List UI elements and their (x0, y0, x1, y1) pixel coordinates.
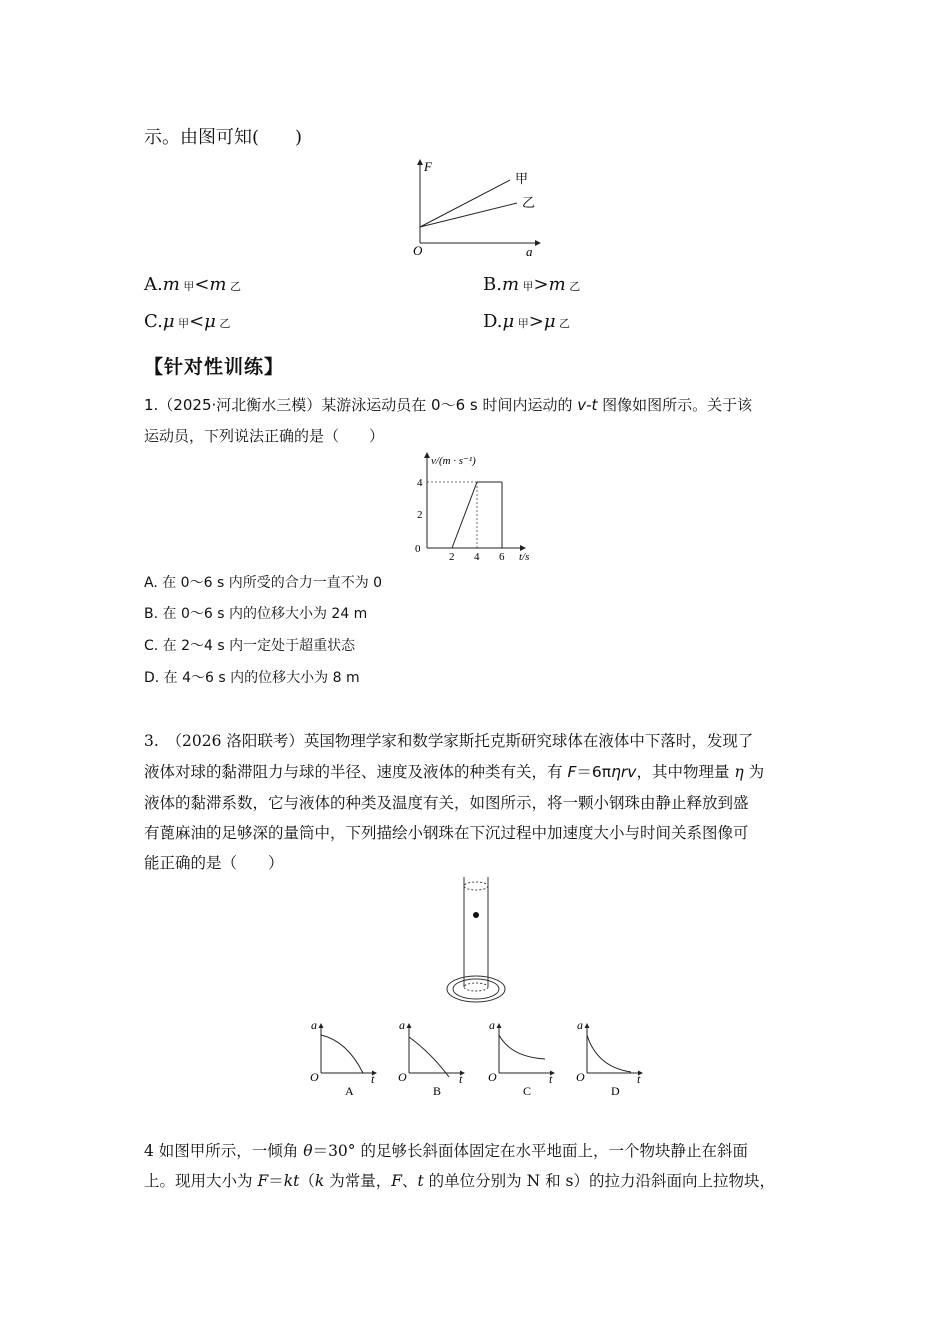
a-axis-label: a (526, 244, 533, 259)
graph-caption-b: B (433, 1084, 442, 1098)
a-t-graph-a (305, 1015, 385, 1100)
svg-text:O: O (310, 1070, 319, 1084)
graph-caption-a: A (345, 1084, 354, 1098)
t-axis-label: t/s (519, 551, 530, 563)
f-a-graph (405, 155, 555, 260)
svg-text:a: a (399, 1018, 405, 1032)
svg-text:t: t (549, 1072, 553, 1086)
q1-option-c[interactable]: C. 在 2～4 s 内一定处于超重状态 (144, 638, 356, 654)
svg-text:a: a (311, 1018, 317, 1032)
label-yi: 乙 (522, 196, 536, 211)
svg-text:O: O (398, 1070, 407, 1084)
option-d[interactable]: D.μ 甲>μ 乙 (483, 311, 571, 332)
svg-text:a: a (489, 1018, 495, 1032)
graduated-cylinder-illustration (440, 875, 520, 1015)
line-jia (420, 180, 510, 227)
v-axis-label: v/(m · s⁻¹) (431, 455, 476, 467)
q1-stem-line1: 1.（2025·河北衡水三模）某游泳运动员在 0～6 s 时间内运动的 v-t 图像如图所示。关于该 (144, 396, 753, 414)
q3-stem-line5: 能正确的是（ ） (144, 854, 284, 872)
svg-text:t: t (371, 1072, 375, 1086)
y-tick-0: 0 (415, 543, 421, 555)
option-c[interactable]: C.μ 甲<μ 乙 (144, 311, 231, 332)
q3-stem-line2: 液体对球的黏滞阻力与球的半径、速度及液体的种类有关，有 F＝6πηrv，其中物理量 η 为 (144, 763, 765, 781)
vt-rise (452, 482, 477, 548)
q4-stem-line2: 上。现用大小为 F＝kt（k 为常量，F、t 的单位分别为 N 和 s）的拉力沿斜面向上拉物块， (144, 1172, 775, 1190)
x-tick-4: 4 (474, 551, 480, 563)
x-tick-2: 2 (449, 551, 455, 563)
q4-stem-line1: 4 如图甲所示，一倾角 θ＝30° 的足够长斜面体固定在水平地面上，一个物块静止在斜面 (144, 1142, 748, 1160)
option-a[interactable]: A.m 甲<m 乙 (144, 274, 241, 295)
f-axis-label: F (424, 159, 432, 174)
graph-caption-c: C (523, 1084, 532, 1098)
q1-option-b[interactable]: B. 在 0～6 s 内的位移大小为 24 m (144, 606, 368, 622)
a-t-graph-d (571, 1015, 651, 1100)
y-tick-2: 2 (417, 509, 423, 521)
q1-option-a[interactable]: A. 在 0～6 s 内所受的合力一直不为 0 (144, 575, 383, 591)
x-tick-6: 6 (499, 551, 505, 563)
label-jia: 甲 (515, 172, 529, 187)
steel-ball (473, 912, 479, 918)
q3-stem-line1: 3. （2026 洛阳联考）英国物理学家和数学家斯托克斯研究球体在液体中下落时，发现了 (144, 732, 754, 750)
q1-stem-line2: 运动员，下列说法正确的是（ ） (144, 427, 385, 445)
graph-caption-d: D (611, 1084, 620, 1098)
section-heading: 【针对性训练】 (144, 356, 285, 378)
q1-option-d[interactable]: D. 在 4～6 s 内的位移大小为 8 m (144, 670, 360, 686)
question-stem-continued: 示。由图可知( ) (144, 127, 303, 148)
svg-text:a: a (577, 1018, 583, 1032)
origin-label: O (413, 243, 423, 258)
a-t-graph-b (393, 1015, 473, 1100)
svg-text:t: t (459, 1072, 463, 1086)
q3-stem-line3: 液体的黏滞系数，它与液体的种类及温度有关，如图所示，将一颗小钢珠由静止释放到盛 (144, 794, 749, 812)
y-tick-4: 4 (417, 477, 423, 489)
option-b[interactable]: B.m 甲>m 乙 (483, 274, 581, 295)
v-t-graph (395, 450, 545, 565)
svg-text:t: t (637, 1072, 641, 1086)
q3-stem-line4: 有蓖麻油的足够深的量筒中，下列描绘小钢珠在下沉过程中加速度大小与时间关系图像可 (144, 824, 749, 842)
a-t-graph-c (483, 1015, 563, 1100)
line-yi (420, 203, 517, 227)
svg-text:O: O (488, 1070, 497, 1084)
svg-text:O: O (576, 1070, 585, 1084)
